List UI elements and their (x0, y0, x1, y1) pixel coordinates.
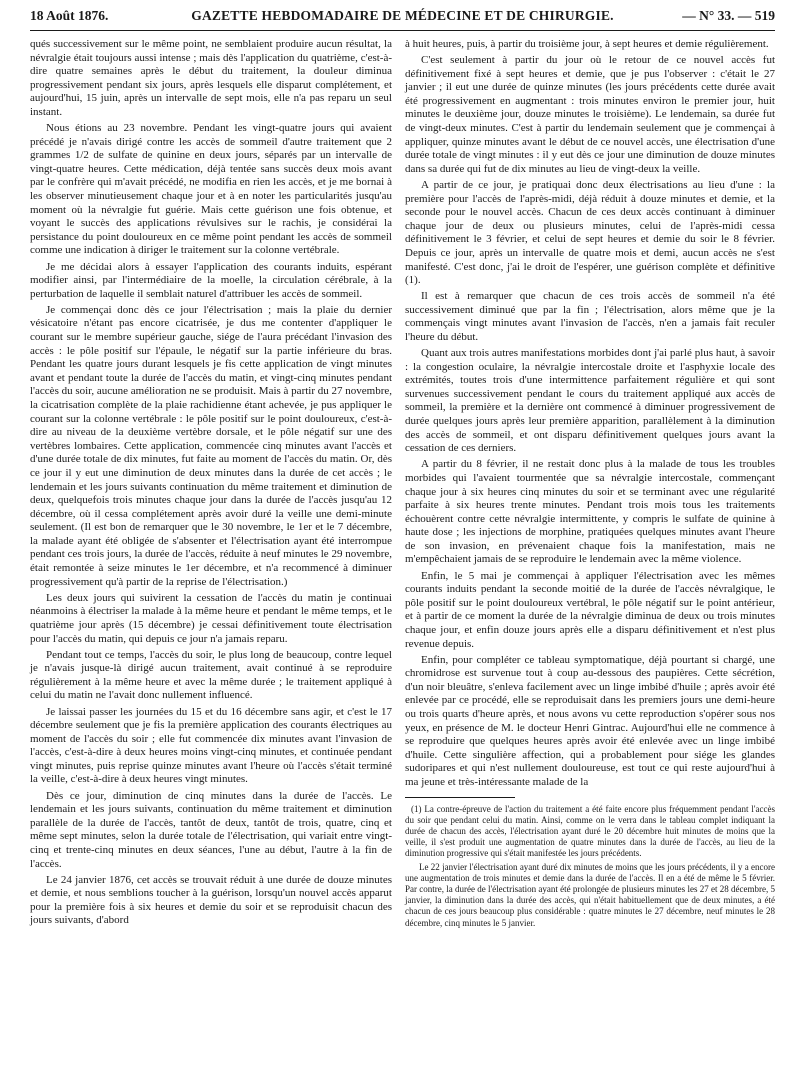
issue-and-page (682, 8, 775, 24)
footnote: Le 22 janvier l'électrisation ayant duré dix minutes de moins que les jours précédents, il y a encore une augmentation de trois minutes et demie dans la durée de l'accès. Il en a été de même le 5 février. Par contre, la durée de l'électrisation ayant été prolongée de plusieurs minutes les 27 et 28 décembre, 5 janvier, la diminution dans la durée des accès, qui n'était habituellement que de deux minutes, a été chacun de ces jours beaucoup plus considérable : quatre minutes le 27 décembre, neuf minutes le 28 décembre, cinq minutes le 5 janvier. (405, 861, 775, 928)
paragraph: Quant aux trois autres manifestations morbides dont j'ai parlé plus haut, à savoir : la congestion oculaire, la névralgie intercostale droite et l'asphyxie locale des extrémités, toutes trois d'une intermittence parfaitement régulière et qui sont survenues successivement pendant le cours du traitement appliqué aux accès de sommeil, la première et la dernière ont commencé à diminuer progressivement de durée quelques jours après leur première apparition, parallèlement à la diminution des accès de sommeil, et ont disparu définitivement quelques jours avant la cessation de ces derniers. (405, 347, 775, 455)
issue-number: — N° 33. — (682, 8, 752, 23)
paragraph: Je me décidai alors à essayer l'application des courants induits, espérant modifier ainsi, par l'intermédiaire de la moelle, la circulation cérébrale, à la perturbation de laquelle il semblait naturel d'attribuer les accès de sommeil. (30, 260, 392, 300)
footnotes (405, 804, 775, 929)
paragraph: C'est seulement à partir du jour où le retour de ce nouvel accès fut définitivement fixé à sept heures et demie, que je pus l'observer : c'était le 27 janvier ; il eut une durée de quinze minutes (les jours précédents cette durée avait été progressivement en augmentant : trois minutes environ le premier jour, huit minutes le deuxième jour, douze minutes le troisième). Le lendemain, sa durée fut de vingt-deux minutes. C'est à partir du lendemain seulement que je commençai à appliquer, quinze minutes avant le début de ce nouvel accès, une électrisation d'une durée totale de vingt minutes : il y eut dès ce jour une diminution de douze minutes dans sa durée qui fut de dix minutes au lieu de vingt-deux la veille. (405, 54, 775, 175)
paragraph: Je laissai passer les journées du 15 et du 16 décembre sans agir, et c'est le 17 décembre seulement que je fis la première application des courants électriques au moment de l'accès du soir ; elle fut commencée dix minutes avant l'invasion de l'accès, c'est-à-dire à deux heures moins vingt-cinq minutes, et continuée pendant vingt minutes, puis reprise quinze minutes avant l'heure où l'accès s'était terminé la veille, c'est-à-dire à deux heures vingt minutes. (30, 705, 392, 786)
issue-date: 18 Août 1876. (30, 8, 109, 23)
page-number: 519 (754, 8, 775, 23)
right-column (405, 38, 775, 931)
paragraph: Pendant tout ce temps, l'accès du soir, le plus long de beaucoup, contre lequel je n'avais jusque-là dirigé aucun traitement, avait continué à se reproduire régulièrement à la même heure et avec la même durée ; le traitement appliqué à celui du matin ne l'avait donc nullement influencé. (30, 648, 392, 702)
page-header (30, 8, 775, 30)
paragraph: Le 24 janvier 1876, cet accès se trouvait réduit à une durée de douze minutes et demie, et nous semblions toucher à la guérison, lorsqu'un nouvel accès apparut pour la première fois à six heures et demie du soir et se reproduisit chacun des jours suivants, d'abord (30, 873, 392, 927)
paragraph: A partir du 8 février, il ne restait donc plus à la malade de tous les troubles morbides qui l'avaient tourmentée que sa névralgie intercostale, commençant chaque jour à six heures cinq minutes du soir et se terminant avec une régularité parfaite à six heures trente minutes. Pendant trois mois tous les traitements échouèrent contre cette névralgie intermittente, y compris le sulfate de quinine à haute dose ; les injections de morphine, pratiquées quelques minutes avant l'heure de son invasion, en prévenaient chaque fois la manifestation, mais ne m'empêchaient jamais de se reproduire le lendemain avec la même violence. (405, 458, 775, 566)
paragraph: à huit heures, puis, à partir du troisième jour, à sept heures et demie régulièrement. (405, 38, 769, 50)
paragraph: Il est à remarquer que chacun de ces trois accès de sommeil n'a été successivement diminué que par la fin ; l'électrisation, alors même que je la commençais vingt minutes avant l'invasion de l'accès, n'en a jamais fait reculer l'heure du début. (405, 290, 775, 343)
paragraph: Je commençai donc dès ce jour l'électrisation ; mais la plaie du dernier vésicatoire n'étant pas encore cicatrisée, je dus me contenter d'appliquer le courant sur le membre supérieur gauche, siége de l'aura précédant l'invasion des accès : le pôle positif sur l'épaule, le négatif sur la partie inférieure du bras. Pendant les quatre jours durant lesquels je fis cette application de vingt minutes avant et pendant toute la durée de l'accès du matin, et vingt-cinq minutes pendant l'accès du soir, aucune amélioration ne se produisit. Mais à partir du 27 novembre, la cicatrisation complète de la plaie rachidienne étant achevée, je pus appliquer le courant sur la colonne vertébrale : le pôle positif sur le point douloureux, c'est-à-dire au niveau de la deuxième vertèbre dorsale, et le pôle négatif sur une des vertèbres lombaires. Cette application, commencée cinq minutes avant l'accès et d'une durée totale de dix minutes, fut faite au moment de l'accès du matin. Or, dès ce jour il y eut une diminution de deux minutes dans la durée de cet accès ; le lendemain et les jours suivants continuation du même traitement et diminution de deux, quelquefois trois minutes chaque jour dans la durée de l'accès jusqu'au 12 décembre, où il cessa complétement après avoir duré la veille une demi-minute seulement. (Il est bon de remarquer que le 30 novembre, le 1er et le 7 décembre, la malade ayant été obligée de s'absenter et l'électrisation ayant été interrompue pendant ces trois jours, la durée de l'accès, réduite à neuf minutes le 29 novembre, était remontée à seize minutes le 1er décembre, et n'a recommencé à diminuer progressivement qu'à partir de la reprise de l'électrisation.) (30, 303, 392, 588)
paragraph: Les deux jours qui suivirent la cessation de l'accès du matin je continuai néanmoins à électriser la malade à la même heure et pendant le même temps, et le quatrième jour après (15 décembre) je cessai définitivement toute électrisation pour l'accès du matin, qui depuis ce jour n'a jamais reparu. (30, 591, 392, 645)
paragraph: Enfin, pour compléter ce tableau symptomatique, déjà pourtant si chargé, une chromidrose est survenue tout à coup au-dessous des paupières. Cette sécrétion, d'un noir bleuâtre, s'enleva facilement avec un linge imbibé d'huile ; après avoir été enlevée par ce procédé, elle se reproduisait dans les premiers jours une demi-heure ou trois quarts d'heure après, et nous avons vu cette reproduction s'opérer sous nos yeux, en présence de M. le docteur Henri Gintrac. Aujourd'hui elle ne commence à se reproduire que quelques heures après avoir été enlevée avec un linge imbibé d'huile. Cette singulière affection, qui a probablement pour siége les glandes sudoripares et qui n'est nullement douloureuse, est tout ce qui reste aujourd'hui à ma jeune et très-intéressante malade de la (405, 653, 775, 788)
paragraph: Nous étions au 23 novembre. Pendant les vingt-quatre jours qui avaient précédé je n'avais dirigé contre les accès de sommeil d'autre traitement que 2 grammes 1/2 de sulfate de quinine en deux jours, séparés par un intervalle de vingt-quatre heures. Cette médication, déjà tentée sans succès deux mois avant par le confrère qui m'avait précédé, ne modifia en rien les accès, et je me bornai à les observer minutieusement chaque jour et à en noter les particularités jusqu'au moment où la névralgie fut guérie. Mais cette guérison une fois obtenue, et voyant le succès des applications révulsives sur le rachis, je considérai la persistance du point douloureux en ce même point pendant les accès de sommeil comme une indication à diriger le traitement sur la colonne vertébrale. (30, 122, 392, 257)
paragraph: Dès ce jour, diminution de cinq minutes dans la durée de l'accès. Le lendemain et les jours suivants, continuation du même traitement et diminution parallèle de la durée de l'accès, tantôt de deux, tantôt de trois, quatre, cinq et même sept minutes, selon la durée totale de l'électrisation, qui variait entre vingt-cinq et trente-cinq minutes en deux séances, l'une au début, l'autre à la fin de l'accès. (30, 789, 392, 870)
paragraph: A partir de ce jour, je pratiquai donc deux électrisations au lieu d'une : la première pour l'accès de l'après-midi, déjà réduit à douze minutes et demie, et la seconde pour le nouvel accès. Chacun de ces deux accès continuant à diminuer chaque jour de deux ou plusieurs minutes, celui de l'après-midi cessa définitivement le 3 février, et celui de sept heures et demie du soir le 8 février. Depuis ce jour, après un intervalle de quatre mois et demi, aucun accès ne s'est manifesté. C'est donc, j'ai le droit de l'espérer, une guérison complète et définitive (1). (405, 178, 775, 287)
paragraph: Enfin, le 5 mai je commençai à appliquer l'électrisation avec les mêmes courants induits pendant la seconde moitié de la durée de l'accès névralgique, le pôle positif sur le point douloureux vertébral, le pôle négatif sur le point antérieur, et à partir de ce moment la durée de la névralgie diminua de deux ou trois minutes chaque jour, et enfin douze jours après elle a disparu définitivement et n'est plus revenue depuis. (405, 569, 775, 650)
footnote: (1) La contre-épreuve de l'action du traitement a été faite encore plus fréquemment pendant l'accès du soir que pendant celui du matin. Ainsi, comme on le verra dans le tableau complet indiquant la durée de chacun des accès, l'électrisation ayant duré le 20 décembre huit minutes de moins que la veille, il s'est produit une augmentation de quatre minutes dans la durée de l'accès, au lieu de la diminution progressive qui s'était manifestée les jours précédents. (405, 803, 775, 859)
journal-title: GAZETTE HEBDOMADAIRE DE MÉDECINE ET DE CHIRURGIE. (191, 8, 614, 23)
paragraph: qués successivement sur le même point, ne semblaient produire aucun résultat, la névralgie était toujours aussi intense ; mais dès l'application du quatrième, c'est-à-dire quatre semaines après le début du traitement, la douleur diminua progressivement pendant six jours, après lesquels elle disparut complétement, et aujourd'hui, 15 juin, après un intervalle de sept mois, elle n'a pas reparu un seul instant. (30, 38, 392, 118)
footnote-rule (405, 797, 515, 798)
left-column (30, 38, 392, 931)
header-rule (30, 30, 775, 31)
